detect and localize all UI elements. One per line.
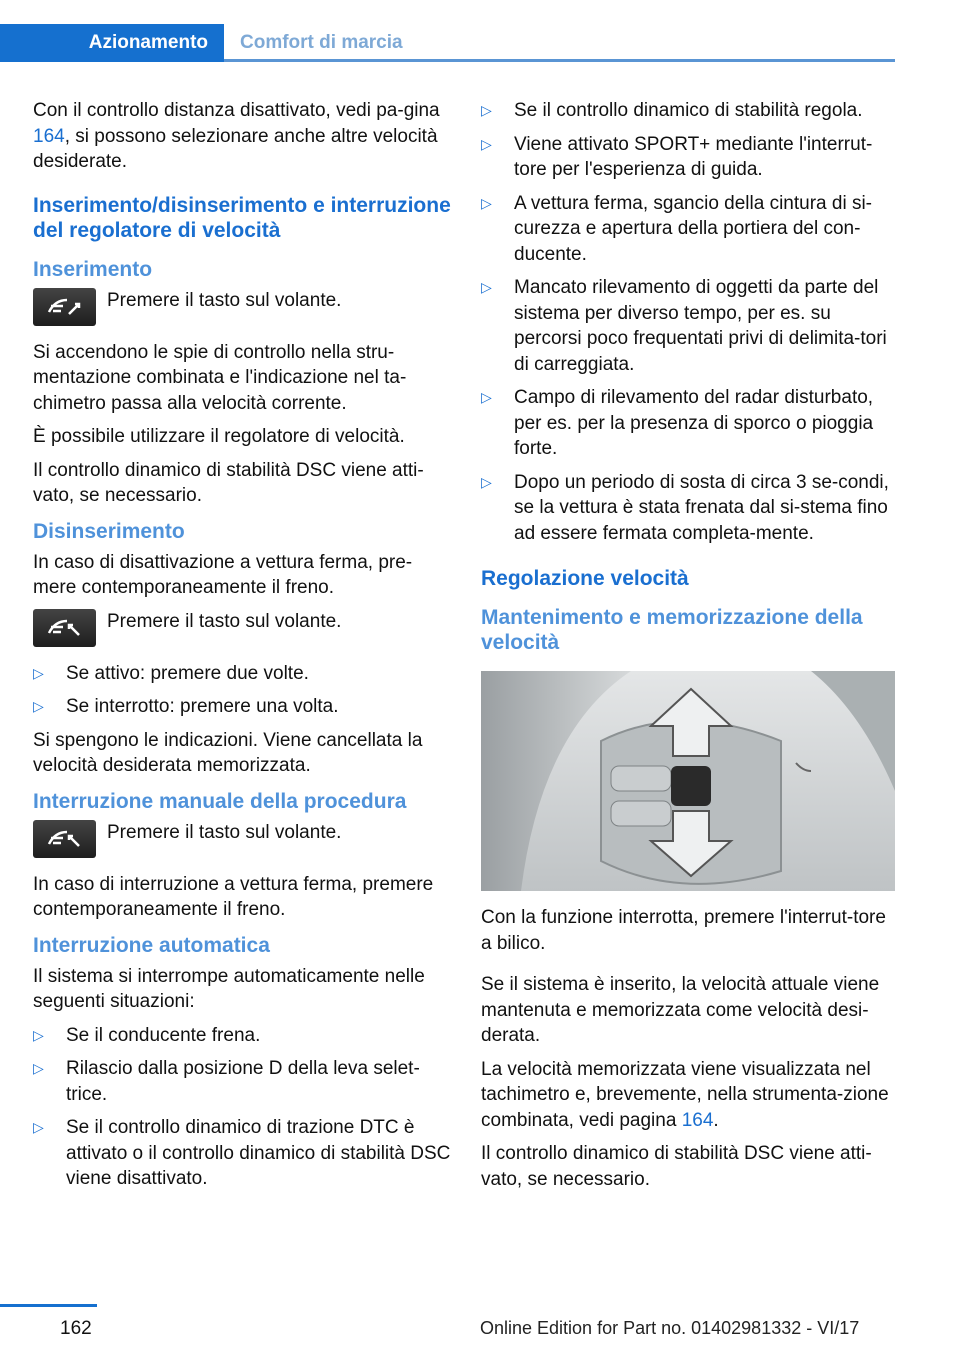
paragraph: Si spengono le indicazioni. Viene cancellata la velocità desiderata memorizzata. <box>33 729 423 776</box>
button-instruction: Premere il tasto sul volante. <box>33 820 451 858</box>
bullet-list <box>481 98 899 546</box>
heading-inserimento: Inserimento <box>33 257 153 281</box>
page-number: 162 <box>60 1318 92 1339</box>
edition-label: Online Edition for Part no. 01402981332 - VI/17 <box>480 1318 860 1338</box>
paragraph: Se il sistema è inserito, la velocità attuale viene mantenuta e memorizzata come velocità desi‐derata. <box>481 974 880 1046</box>
heading-regolazione-velocita: Regolazione velocità <box>481 567 689 590</box>
list-item: ▷ Se interrotto: premere una volta. <box>33 694 451 720</box>
list-item: ▷ A vettura ferma, sgancio della cintura di si‐curezza e apertura della portiera del con‐ducente. <box>481 192 873 265</box>
paragraph: È possibile utilizzare il regolatore di velocità. <box>33 426 405 447</box>
list-item: ▷ Mancato rilevamento di oggetti da parte del sistema per diverso tempo, per es. su percorsi poco frequentati privi di delimita‐tori di carreggiata. <box>481 277 887 375</box>
section-title: Inserimento/disinserimento e interruzione del regolatore di velocità <box>33 193 451 242</box>
button-instruction: Premere il tasto sul volante. <box>33 288 451 326</box>
cruise-control-button-icon <box>33 820 96 858</box>
triangle-bullet-icon: ▷ <box>33 1060 44 1076</box>
triangle-bullet-icon: ▷ <box>481 473 492 490</box>
list-item: ▷ Rilascio dalla posizione D della leva selet‐trice. <box>33 1058 420 1105</box>
paragraph: La velocità memorizzata viene visualizzata nel tachimetro e, brevemente, nella strumenta‐zione combinata, vedi pagina 164. <box>481 1058 889 1131</box>
cruise-control-button-icon <box>33 609 96 647</box>
triangle-bullet-icon: ▷ <box>33 698 44 714</box>
heading-interruzione-automatica: Interruzione automatica <box>33 933 270 957</box>
bullet-list <box>33 1023 451 1192</box>
tab-comfort-di-marcia[interactable]: Comfort di marcia <box>240 32 403 53</box>
left-column <box>33 98 451 1200</box>
triangle-bullet-icon: ▷ <box>33 664 44 681</box>
intro-paragraph: Con il controllo distanza disattivato, vedi pa‐gina 164, si possono selezionare anche altre velocità desiderate. <box>33 100 440 172</box>
triangle-bullet-icon: ▷ <box>481 279 492 295</box>
paragraph: Con la funzione interrotta, premere l'interrut‐tore a bilico. <box>481 907 886 954</box>
triangle-bullet-icon: ▷ <box>33 1026 44 1043</box>
paragraph: In caso di interruzione a vettura ferma, premere contemporaneamente il freno. <box>33 873 434 920</box>
heading-mantenimento: Mantenimento e memorizzazione della velocità <box>481 606 863 654</box>
list-item: ▷ Viene attivato SPORT+ mediante l'interrut‐tore per l'esperienza di guida. <box>481 133 873 180</box>
paragraph: Il sistema si interrompe automaticamente nelle seguenti situazioni: <box>33 965 425 1012</box>
heading-disinserimento: Disinserimento <box>33 519 185 543</box>
header-divider <box>224 59 895 62</box>
list-item: ▷ Se attivo: premere due volte. <box>33 661 451 687</box>
page-header <box>0 0 895 62</box>
steering-wheel-rocker-image <box>481 671 895 891</box>
cruise-control-button-icon <box>33 288 96 326</box>
paragraph: Il controllo dinamico di stabilità DSC viene atti‐vato, se necessario. <box>481 1143 872 1190</box>
footer-divider <box>0 1304 97 1307</box>
bullet-list <box>33 661 451 720</box>
right-column <box>481 98 899 1200</box>
triangle-bullet-icon: ▷ <box>481 102 492 118</box>
list-item: ▷ Se il conducente frena. <box>33 1023 451 1049</box>
tab-azionamento[interactable]: Azionamento <box>0 24 224 62</box>
triangle-bullet-icon: ▷ <box>33 1119 44 1135</box>
triangle-bullet-icon: ▷ <box>481 194 492 211</box>
page-link-164[interactable]: 164 <box>33 125 65 147</box>
list-item: ▷ Se il controllo dinamico di trazione DTC è attivato o il controllo dinamico di stabilità DSC viene disattivato. <box>33 1117 451 1189</box>
heading-interruzione-manuale: Interruzione manuale della procedura <box>33 789 407 813</box>
list-item: ▷ Dopo un periodo di sosta di circa 3 se‐condi, se la vettura è stata frenata dal si‐stema fino ad essere fermata completa‐mente. <box>481 471 889 544</box>
paragraph: In caso di disattivazione a vettura ferma, pre‐mere contemporaneamente il freno. <box>33 551 413 598</box>
paragraph: Si accendono le spie di controllo nella stru‐mentazione combinata e l'indicazione nel ta‐chimetro passa alla velocità corrente. <box>33 341 407 414</box>
triangle-bullet-icon: ▷ <box>481 389 492 405</box>
button-instruction: Premere il tasto sul volante. <box>33 609 451 647</box>
triangle-bullet-icon: ▷ <box>481 135 492 152</box>
list-item: ▷ Se il controllo dinamico di stabilità regola. <box>481 98 899 124</box>
paragraph: Il controllo dinamico di stabilità DSC viene atti‐vato, se necessario. <box>33 459 424 506</box>
list-item: ▷ Campo di rilevamento del radar disturbato, per es. per la presenza di sporco o pioggia forte. <box>481 387 874 459</box>
page-link-164[interactable]: 164 <box>681 1109 714 1131</box>
